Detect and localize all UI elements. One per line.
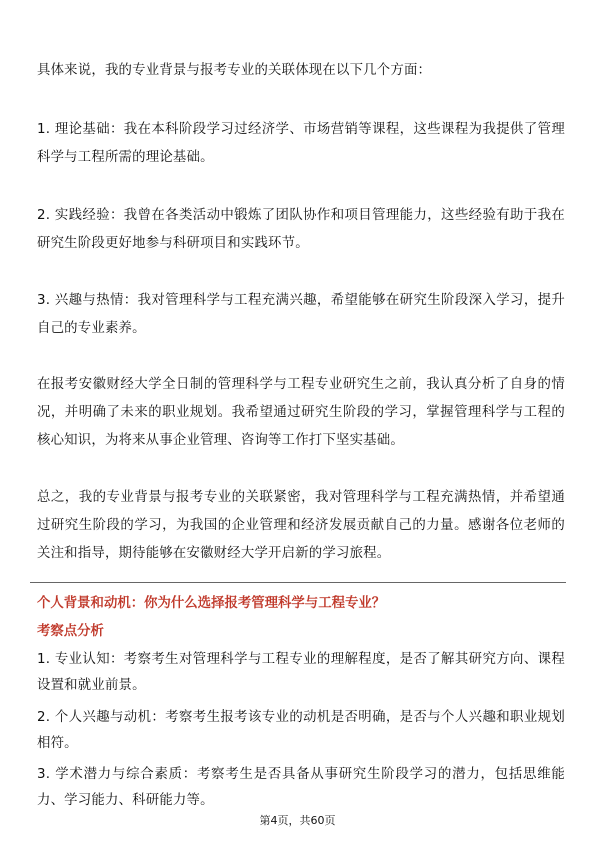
interview-question: 个人背景和动机：你为什么选择报考管理科学与工程专业？ [37,596,386,611]
point-practice-paragraph: 2. 实践经验：我曾在各类活动中锻炼了团队协作和项目管理能力，这些经验有助于我在研究生阶段更好地参与科研项目和实践环节。 [37,208,565,251]
analysis-item-3: 3. 学术潜力与综合素质：考察考生是否具备从事研究生阶段学习的潜力，包括思维能力、学习能力、科研能力等。 [37,767,565,808]
planning-paragraph: 在报考安徽财经大学全日制的管理科学与工程专业研究生之前，我认真分析了自身的情况，并明确了未来的职业规划。我希望通过研究生阶段的学习，掌握管理科学与工程的核心知识，为将来从事企业管理、咨询等工作打下坚实基础。 [37,377,565,448]
page-number-footer: 第4页，共60页 [259,814,336,827]
point-theory-paragraph: 1. 理论基础：我在本科阶段学习过经济学、市场营销等课程，这些课程为我提供了管理科学与工程所需的理论基础。 [37,122,565,165]
analysis-item-2: 2. 个人兴趣与动机：考察考生报考该专业的动机是否明确，是否与个人兴趣和职业规划相符。 [37,710,565,751]
analysis-heading: 考察点分析 [37,624,104,639]
point-interest-paragraph: 3. 兴趣与热情：我对管理科学与工程充满兴趣，希望能够在研究生阶段深入学习，提升自己的专业素养。 [37,293,565,336]
analysis-item-1: 1. 专业认知：考察考生对管理科学与工程专业的理解程度，是否了解其研究方向、课程设置和就业前景。 [37,652,565,693]
conclusion-paragraph: 总之，我的专业背景与报考专业的关联紧密，我对管理科学与工程充满热情，并希望通过研究生阶段的学习，为我国的企业管理和经济发展贡献自己的力量。感谢各位老师的关注和指导，期待能够在安徽财经大学开启新的学习旅程。 [37,490,565,561]
section-divider [30,582,566,583]
intro-paragraph: 具体来说，我的专业背景与报考专业的关联体现在以下几个方面： [37,63,432,78]
